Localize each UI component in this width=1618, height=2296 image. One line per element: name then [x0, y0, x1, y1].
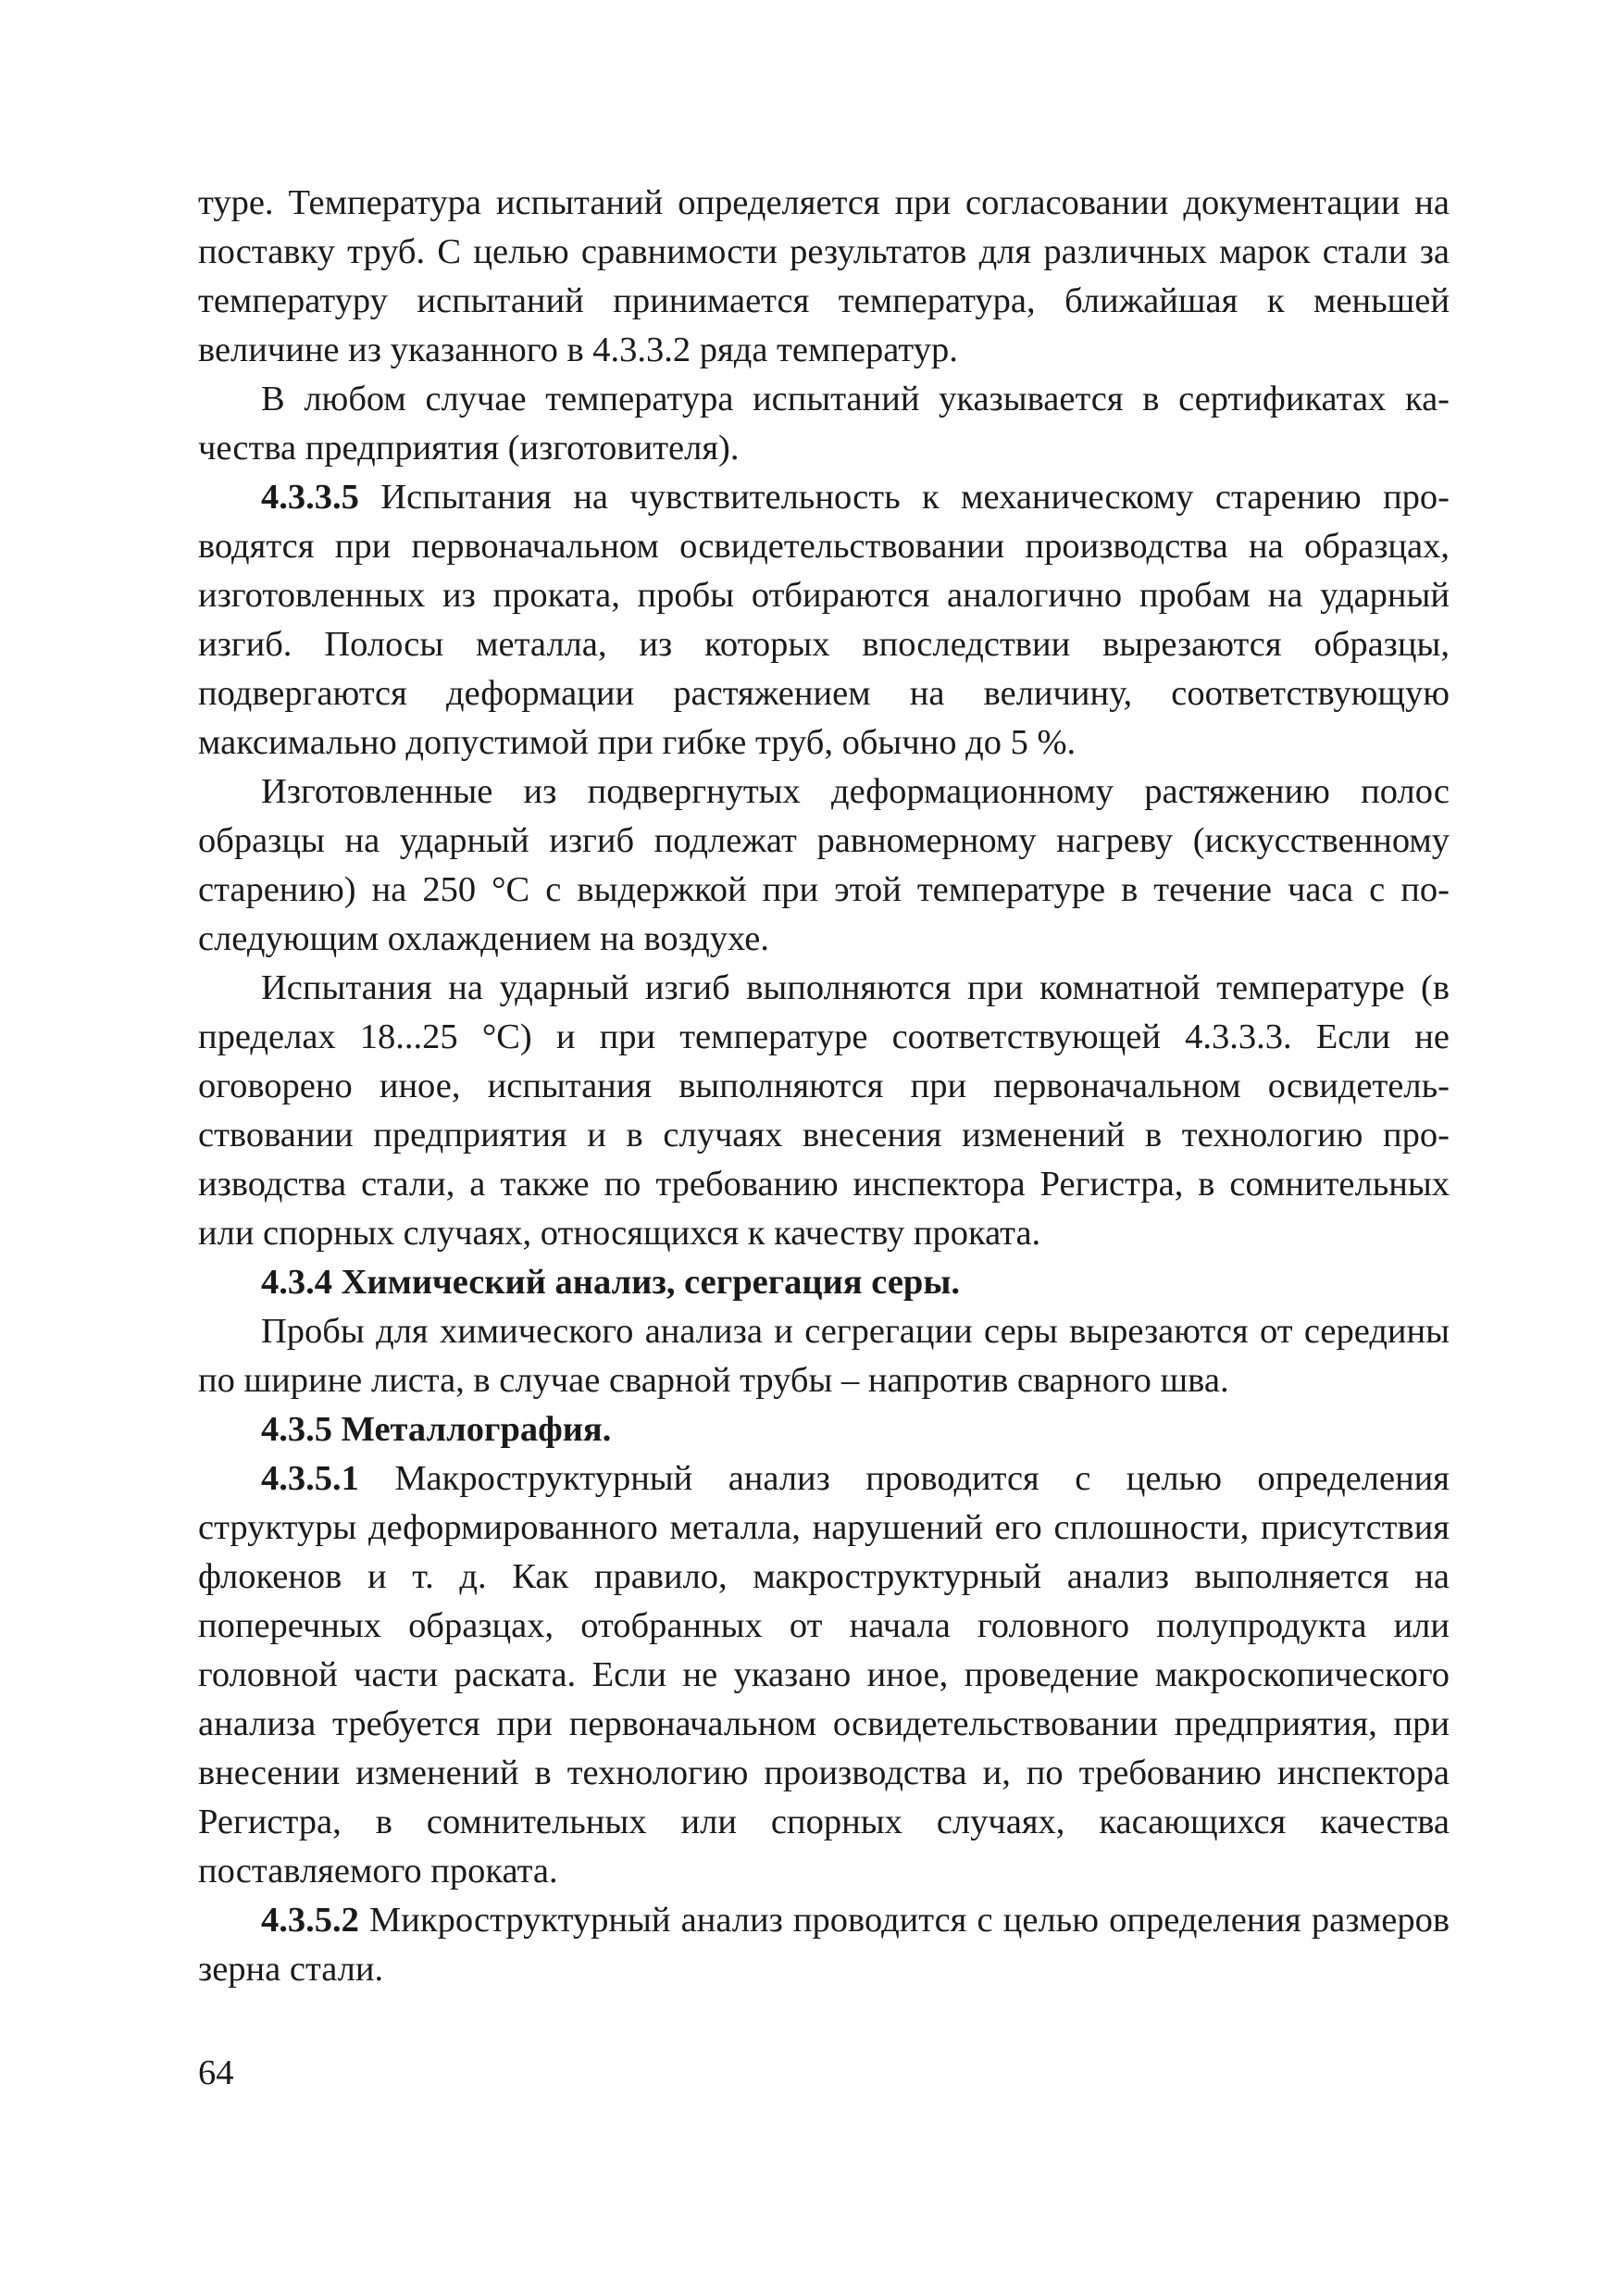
- page-number: 64: [198, 2053, 234, 2092]
- clause-number: 4.3.3.5: [261, 478, 359, 517]
- paragraph-4-3-3-5: [198, 473, 1450, 767]
- paragraph-4-3-5-1: [198, 1454, 1450, 1896]
- paragraph-chemical-samples: Пробы для химического анализа и сегрегации серы вырезаются от середины по ширине листа, в случае сварной трубы – напротив сварного шва.: [198, 1312, 1450, 1400]
- paragraph-certificate: В любом случае температура испытаний указывается в сертификатах качества предприятия (изготовителя).: [198, 380, 1450, 468]
- paragraph-impact-test: Испытания на ударный изгиб выполняются при комнатной температуре (в пределах 18...25 °С) и при температуре соответствующей 4.3.3.3. Если не оговорено иное, испытания выполняются при первоначальном освидетельствовании предприятия и в случаях внесения изменений в технологию производства стали, а также по требованию инспектора Регистра, в сомнительных или спорных случаях, относящихся к качеству проката.: [198, 968, 1450, 1253]
- clause-text: Макроструктурный анализ проводится с целью определения структуры деформированного металла, нарушений его сплошности, присутствия флокенов и т. д. Как правило, макроструктурный анализ выполняется на поперечных образцах, отобранных от начала головного полупродукта или головной части раската. Если не указано иное, проведение макроскопического анализа требуется при первоначальном освидетельствовании предприятия, при внесении изменений в технологию производства и, по требованию инспектора Регистра, в сомнительных или спорных случаях, касающихся качества поставляемого проката.: [198, 1459, 1450, 1890]
- clause-text: Испытания на чувствительность к механическому старению проводятся при первоначальном освидетельствовании производства на образцах, изготовленных из проката, пробы отбираются аналогично пробам на ударный изгиб. Полосы металла, из которых впоследствии вырезаются образцы, подвергаются деформации растяжением на величину, соответствующую максимально допустимой при гибке труб, обычно до 5 %.: [198, 478, 1450, 762]
- clause-number: 4.3.5.1: [261, 1459, 359, 1498]
- section-heading-chemical-analysis: 4.3.4 Химический анализ, сегрегация серы.: [261, 1263, 960, 1302]
- paragraph-4-3-5-2: [198, 1896, 1450, 1994]
- clause-text: Микроструктурный анализ проводится с целью определения размеров зерна стали.: [198, 1901, 1450, 1989]
- paragraph-artificial-aging: Изготовленные из подвергнутых деформационному растяжению полос образцы на ударный изгиб подлежат равномерному нагреву (искусственному старению) на 250 °С с выдержкой при этой температуре в течение часа с последующим охлаждением на воздухе.: [198, 772, 1450, 958]
- page-body: [198, 179, 1450, 1994]
- paragraph-continuation: туре. Температура испытаний определяется при согласовании документации на поставку труб. С целью сравнимости результатов для различных марок стали за температуру испытаний принимается температура, ближайшая к меньшей величине из указанного в 4.3.3.2 ряда температур.: [198, 183, 1450, 369]
- section-heading-metallography: 4.3.5 Металлография.: [261, 1410, 612, 1449]
- clause-number: 4.3.5.2: [261, 1901, 359, 1940]
